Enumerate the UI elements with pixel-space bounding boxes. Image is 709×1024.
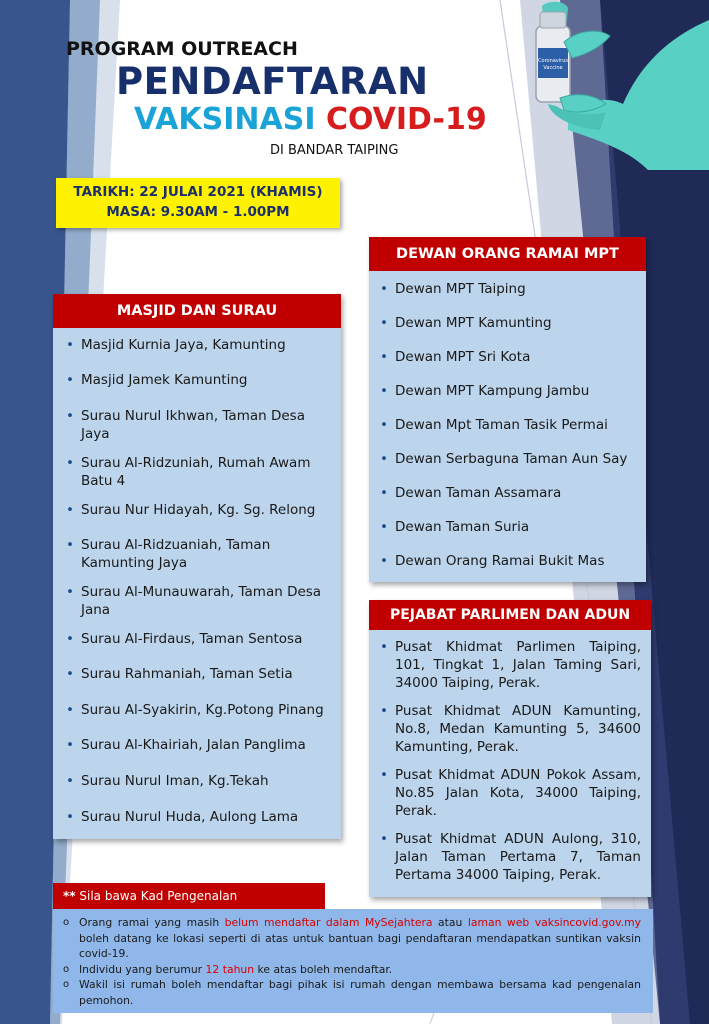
list-item: • Surau Nur Hidayah, Kg. Sg. Relong (81, 501, 331, 519)
list-item: • Dewan Orang Ramai Bukit Mas (395, 552, 646, 570)
schedule-date: TARIKH: 22 JULAI 2021 (KHAMIS) (73, 184, 323, 200)
list-item: • Dewan MPT Kamunting (395, 314, 646, 332)
list-item: • Pusat Khidmat ADUN Aulong, 310, Jalan Taman Pertama 7, Taman Pertama 34000 Taiping, Perak. (395, 830, 641, 884)
notice-stars: ** (63, 889, 76, 903)
id-card-notice (53, 883, 325, 909)
note-text: boleh datang ke lokasi seperti di atas untuk bantuan bagi pendaftaran mendapatkan suntikan vaksin covid-19. (79, 931, 641, 960)
list-item: • Dewan MPT Sri Kota (395, 348, 646, 366)
main-title: PENDAFTARAN (116, 60, 429, 103)
vaccination-word: VAKSINASI (134, 102, 326, 137)
list-item: • Dewan MPT Taiping (395, 280, 646, 298)
list-item: • Dewan Serbaguna Taman Aun Say (395, 450, 646, 468)
list-item: • Pusat Khidmat ADUN Pokok Assam, No.85 Jalan Kota, 34000 Taiping, Perak. (395, 766, 641, 820)
list-item: • Masjid Kurnia Jaya, Kamunting (81, 336, 331, 354)
note-text: Orang ramai yang masih (79, 916, 225, 929)
location-subtitle: DI BANDAR TAIPING (270, 143, 399, 158)
masjid-surau-list (53, 336, 341, 826)
list-item: • Masjid Jamek Kamunting (81, 371, 331, 389)
list-item: • Surau Al-Ridzuaniah, Taman Kamunting Jaya (81, 536, 331, 572)
dewan-panel (369, 237, 646, 582)
list-item: • Dewan Taman Suria (395, 518, 646, 536)
covid-word: COVID-19 (325, 102, 487, 137)
list-item: • Surau Nurul Iman, Kg.Tekah (81, 772, 331, 790)
list-item: • Surau Al-Ridzuniah, Rumah Awam Batu 4 (81, 454, 331, 490)
note-item (79, 915, 641, 962)
list-item: • Dewan Mpt Taman Tasik Permai (395, 416, 646, 434)
pejabat-panel (369, 600, 651, 897)
list-item: • Dewan MPT Kampung Jambu (395, 382, 646, 400)
masjid-surau-panel (53, 294, 341, 839)
list-item: • Pusat Khidmat Parlimen Taiping, 101, Tingkat 1, Jalan Taming Sari, 34000 Taiping, Perak. (395, 638, 641, 692)
program-label: PROGRAM OUTREACH (66, 38, 298, 60)
list-item: • Surau Nurul Huda, Aulong Lama (81, 808, 331, 826)
pejabat-header: PEJABAT PARLIMEN DAN ADUN (369, 600, 651, 630)
svg-text:Coronavirus: Coronavirus (538, 58, 568, 64)
note-item (79, 962, 641, 978)
pejabat-list (369, 638, 651, 884)
note-text: Individu yang berumur (79, 962, 206, 976)
dewan-list (369, 280, 646, 570)
list-item: • Surau Al-Firdaus, Taman Sentosa (81, 630, 331, 648)
list-item: • Pusat Khidmat ADUN Kamunting, No.8, Medan Kamunting 5, 34600 Kamunting, Perak. (395, 702, 641, 756)
schedule-time: MASA: 9.30AM - 1.00PM (106, 204, 290, 220)
note-highlight: 12 tahun (205, 962, 255, 976)
note-text: ke atas boleh mendaftar. (254, 962, 393, 976)
vaccination-title (134, 102, 487, 137)
notice-title: Sila bawa Kad Pengenalan (75, 889, 238, 903)
list-item: • Surau Rahmaniah, Taman Setia (81, 665, 331, 683)
svg-text:Vaccine: Vaccine (543, 65, 563, 71)
note-item: o Wakil isi rumah boleh mendaftar bagi pihak isi rumah dengan membawa bersama kad pengenalan pemohon. (79, 977, 641, 1008)
list-item: • Surau Al-Munauwarah, Taman Desa Jana (81, 583, 331, 619)
schedule-box (56, 178, 340, 228)
notes-list (79, 915, 641, 1008)
masjid-surau-header: MASJID DAN SURAU (53, 294, 341, 328)
dewan-header: DEWAN ORANG RAMAI MPT (369, 237, 646, 271)
list-item: • Surau Al-Syakirin, Kg.Potong Pinang (81, 701, 331, 719)
list-item: • Surau Al-Khairiah, Jalan Panglima (81, 736, 331, 754)
list-item: • Surau Nurul Ikhwan, Taman Desa Jaya (81, 407, 331, 443)
website-link[interactable]: laman web vaksincovid.gov.my (467, 916, 641, 929)
note-text: atau (432, 916, 468, 929)
notes-box (53, 909, 653, 1013)
list-item: • Dewan Taman Assamara (395, 484, 646, 502)
note-highlight: belum mendaftar dalam MySejahtera (224, 916, 433, 929)
gloved-hand-vial-graphic (528, 0, 709, 170)
